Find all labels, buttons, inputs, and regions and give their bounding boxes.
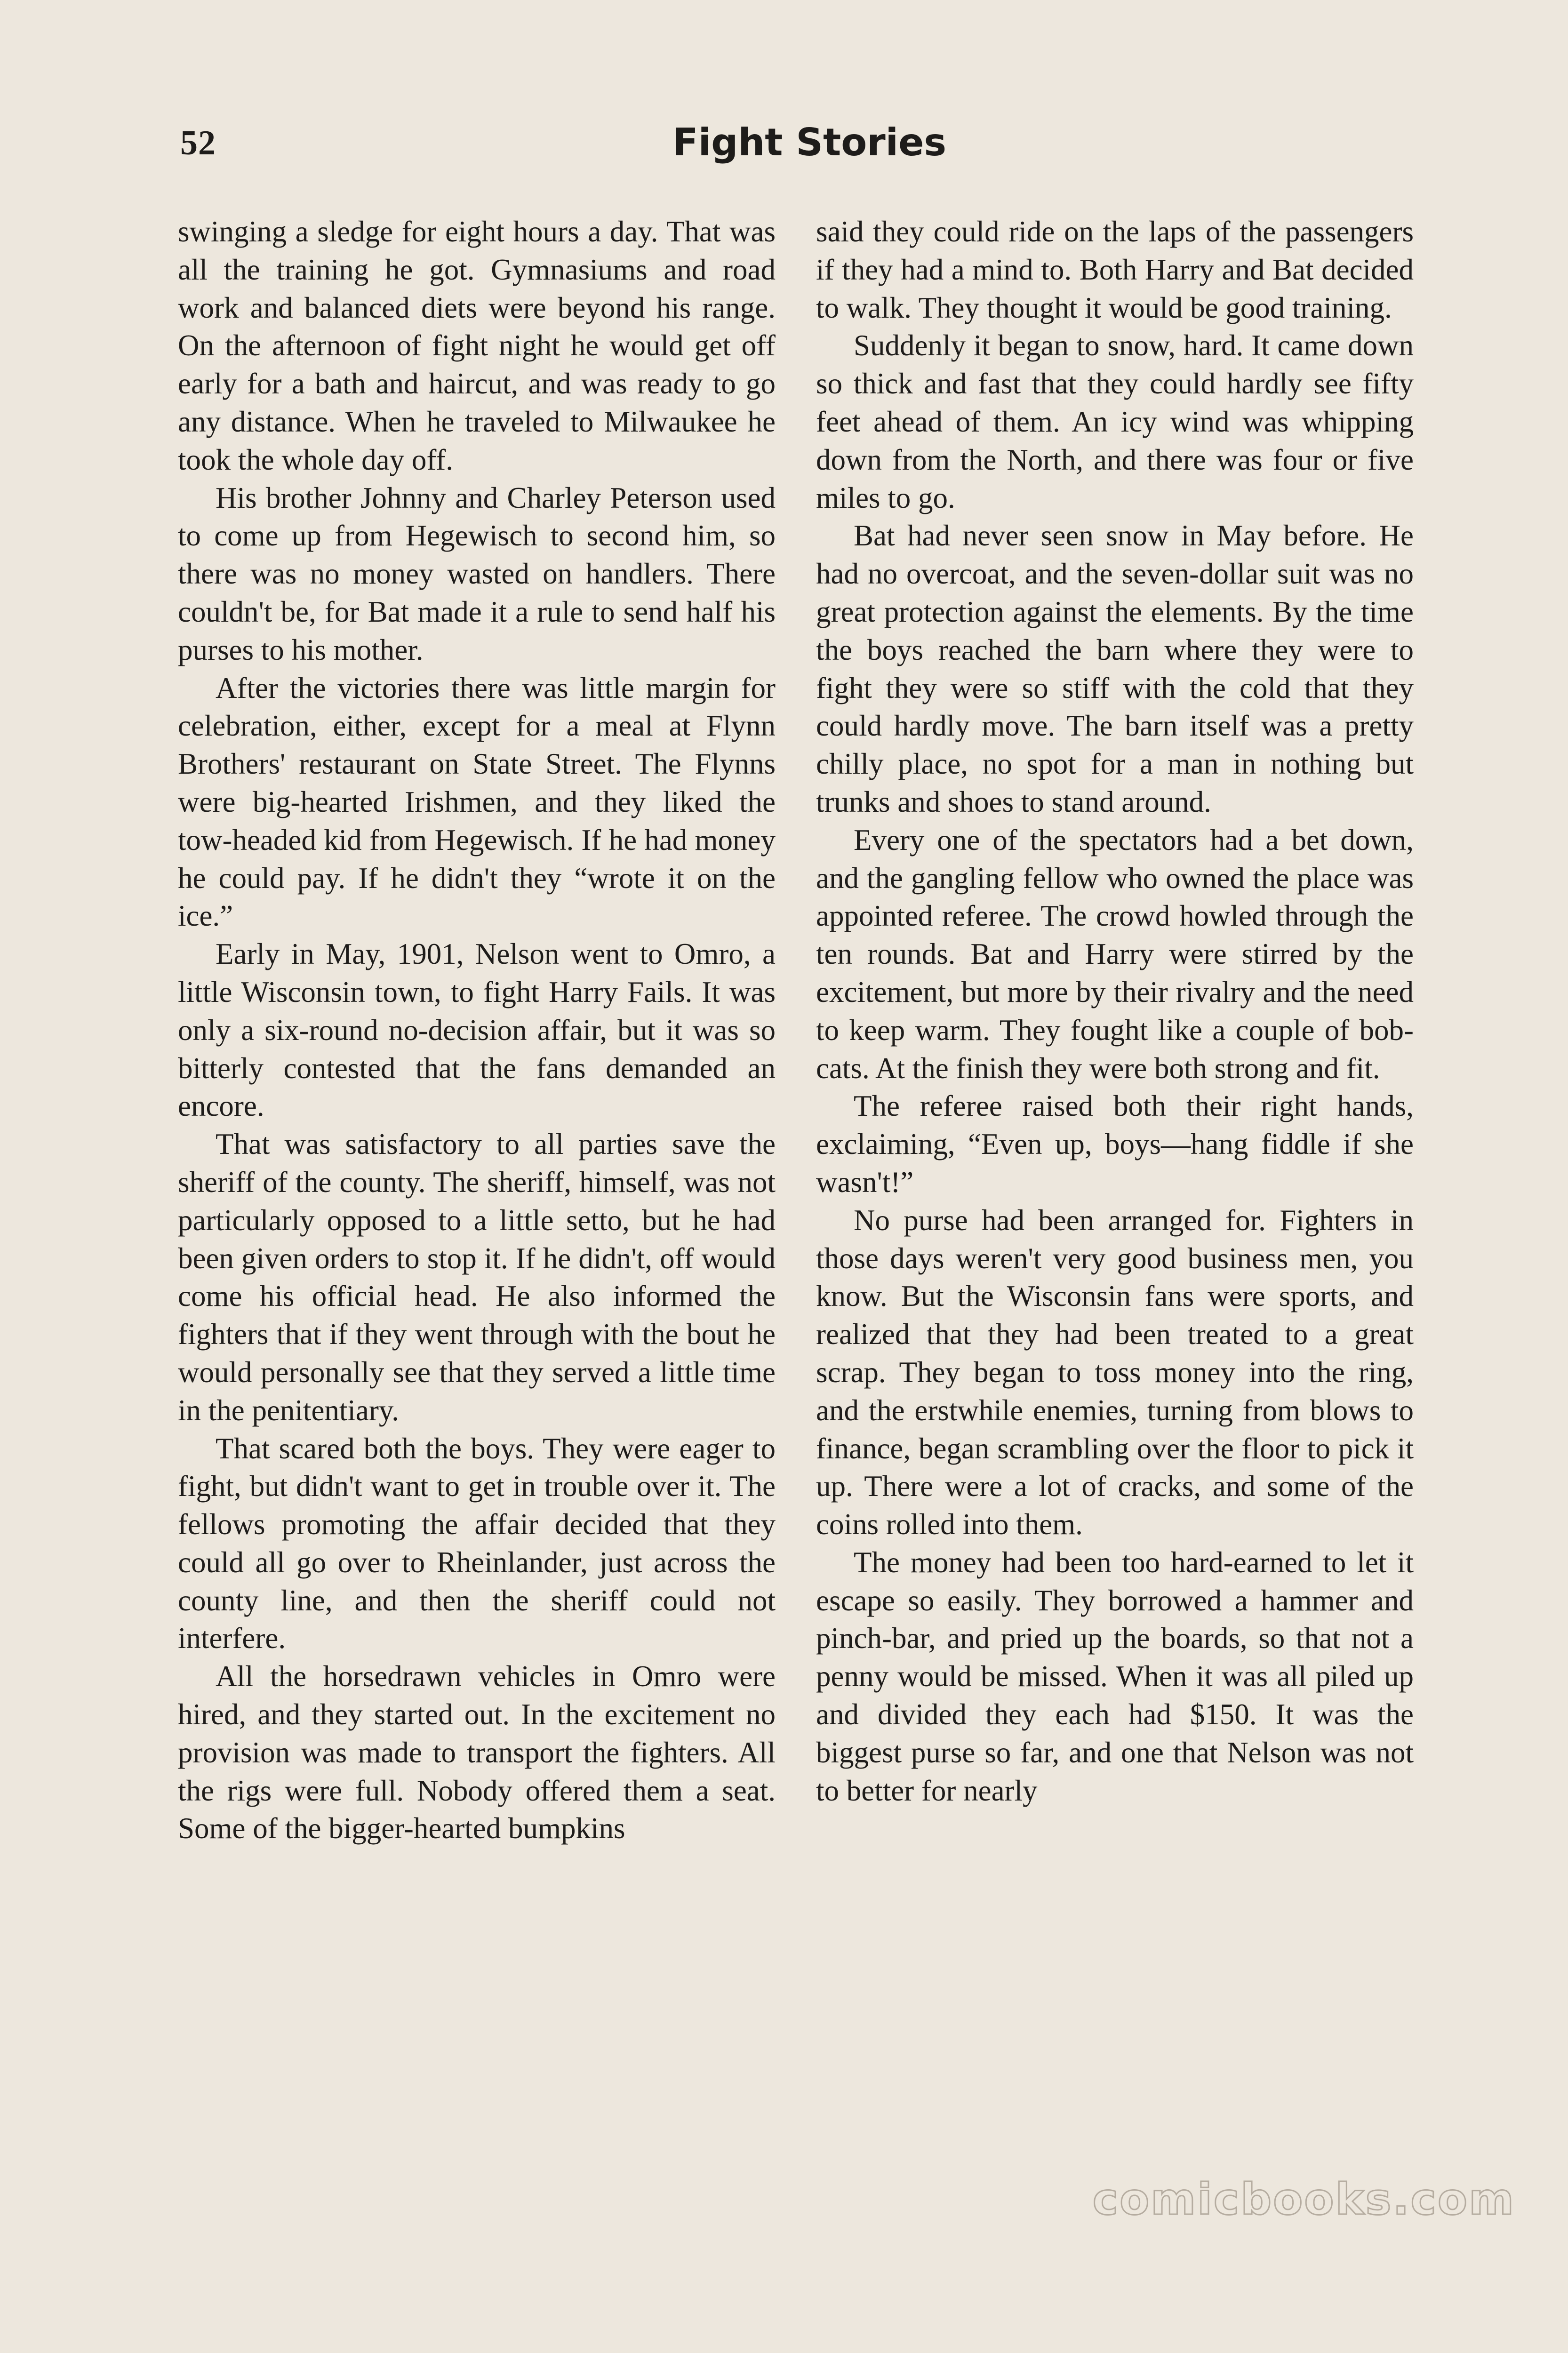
- paragraph: After the victories there was little margin for celebration, either, except for a meal at Flynn Brothers' restaurant on State Street. The Flynns were big-hearted Irishmen, and they liked the tow-headed kid from Hegewisch. If he had money he could pay. If he didn't they “wrote it on the ice.”: [178, 671, 776, 933]
- paragraph: No purse had been arranged for. Fighters in those days weren't very good business men, you know. But the Wisconsin fans were sports, and realized that they had been treated to a great scrap. They began to toss money into the ring, and the erstwhile enemies, turning from blows to finance, began scrambling over the floor to pick it up. There were a lot of cracks, and some of the coins rolled into them.: [816, 1203, 1414, 1541]
- paragraph: All the horsedrawn vehicles in Omro were hired, and they started out. In the excitement no provision was made to transport the fighters. All the rigs were full. Nobody offered them a seat. Some of the bigger-hearted bumpkins: [178, 1660, 776, 1845]
- paragraph: His brother Johnny and Charley Peterson used to come up from Hegewisch to second him, so there was no money wasted on handlers. There couldn't be, for Bat made it a rule to send half his purses to his mother.: [178, 481, 776, 666]
- site-watermark: comicbooks.com: [1092, 2174, 1515, 2225]
- paragraph: Bat had never seen snow in May before. He had no overcoat, and the seven-dollar suit was no great protection against the elements. By the time the boys reached the barn where they were to fight they were so stiff with the cold that they could hardly move. The barn itself was a pretty chilly place, no spot for a man in nothing but trunks and shoes to stand around.: [816, 519, 1414, 818]
- running-head-title: Fight Stories: [672, 120, 946, 164]
- paragraph: That was satisfactory to all parties save the sheriff of the county. The sheriff, himself, was not particularly opposed to a little setto, but he had been given orders to stop it. If he didn't, off would come his official head. He also informed the fighters that if they went through with the bout he would personally see that they served a little time in the penitentiary.: [178, 1128, 776, 1427]
- page-number: 52: [180, 124, 216, 162]
- paragraph: The referee raised both their right hands, exclaiming, “Even up, boys—hang fiddle if she wasn't!”: [816, 1089, 1414, 1199]
- paragraph: Suddenly it began to snow, hard. It came down so thick and fast that they could hardly see fifty feet ahead of them. An icy wind was whipping down from the North, and there was four or five miles to go.: [816, 329, 1414, 514]
- paragraph: said they could ride on the laps of the passengers if they had a mind to. Both Harry and Bat decided to walk. They thought it would be good training.: [816, 215, 1414, 324]
- paragraph: Early in May, 1901, Nelson went to Omro, a little Wisconsin town, to fight Harry Fails. It was only a six-round no-decision affair, but it was so bitterly contested that the fans demanded an encore.: [178, 937, 776, 1123]
- right-column: [816, 213, 1414, 1809]
- left-column: [178, 213, 776, 1848]
- paragraph: The money had been too hard-earned to let it escape so easily. They borrowed a hammer and pinch-bar, and pried up the boards, so that not a penny would be missed. When it was all piled up and divided they each had $150. It was the biggest purse so far, and one that Nelson was not to better for nearly: [816, 1545, 1414, 1807]
- paragraph: swinging a sledge for eight hours a day. That was all the training he got. Gymnasiums and road work and balanced diets were beyond his range. On the afternoon of fight night he would get off early for a bath and haircut, and was ready to go any distance. When he traveled to Milwaukee he took the whole day off.: [178, 215, 776, 476]
- paragraph: Every one of the spectators had a bet down, and the gangling fellow who owned the place was appointed referee. The crowd howled through the ten rounds. Bat and Harry were stirred by the excitement, but more by their rivalry and the need to keep warm. They fought like a couple of bob-cats. At the finish they were both strong and fit.: [816, 823, 1414, 1085]
- paragraph: That scared both the boys. They were eager to fight, but didn't want to get in trouble over it. The fellows promoting the affair decided that they could all go over to Rheinlander, just across the county line, and then the sheriff could not interfere.: [178, 1432, 776, 1655]
